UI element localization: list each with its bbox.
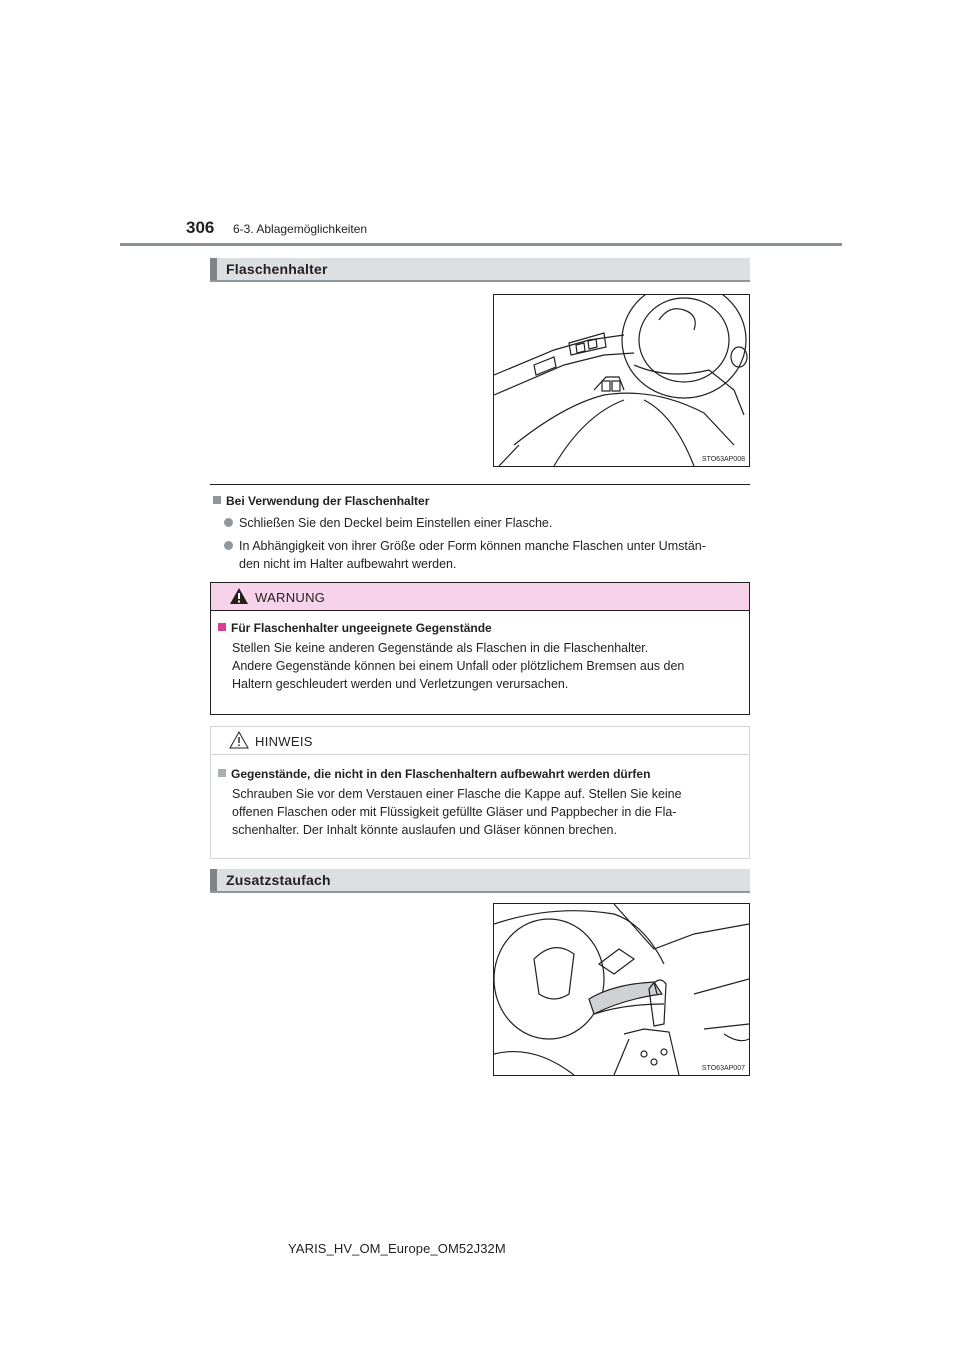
notice-box bbox=[210, 726, 750, 859]
warning-line: Haltern geschleudert werden und Verletzungen verursachen. bbox=[232, 677, 569, 691]
warning-body bbox=[211, 611, 749, 705]
warning-heading-text: Für Flaschenhalter ungeeignete Gegenstände bbox=[231, 621, 492, 635]
subheading-bottle-holder-use bbox=[213, 494, 429, 508]
bullet-item bbox=[224, 514, 750, 532]
bottle-holder-illustration bbox=[493, 294, 750, 467]
notice-paragraph bbox=[232, 785, 738, 839]
section-heading-text: Zusatzstaufach bbox=[226, 872, 331, 888]
notice-header bbox=[211, 727, 749, 755]
warning-title: WARNUNG bbox=[255, 590, 326, 605]
round-bullet-icon bbox=[224, 518, 233, 527]
caution-outline-triangle-icon bbox=[229, 731, 249, 749]
bottle-holder-line-drawing bbox=[494, 295, 749, 466]
bullet-text: Schließen Sie den Deckel beim Einstellen einer Flasche. bbox=[239, 516, 553, 530]
warning-heading bbox=[218, 621, 738, 635]
header-rule bbox=[120, 243, 842, 246]
section-label: 6-3. Ablagemöglichkeiten bbox=[233, 222, 368, 236]
square-bullet-icon bbox=[218, 623, 226, 631]
divider-rule bbox=[210, 484, 750, 485]
notice-heading-text: Gegenstände, die nicht in den Flaschenhaltern aufbewahrt werden dürfen bbox=[231, 767, 651, 781]
notice-line: schenhalter. Der Inhalt könnte auslaufen und Gläser können brechen. bbox=[232, 823, 617, 837]
page-number: 306 bbox=[186, 218, 215, 237]
notice-body bbox=[211, 755, 749, 851]
square-bullet-icon bbox=[213, 496, 221, 504]
warning-paragraph bbox=[232, 639, 738, 693]
warning-box bbox=[210, 582, 750, 715]
warning-header bbox=[211, 583, 749, 611]
section-heading-zusatzstaufach bbox=[210, 869, 750, 893]
warning-line: Stellen Sie keine anderen Gegenstände als Flaschen in die Flaschenhalter. bbox=[232, 641, 649, 655]
figure-caption: STO63AP008 bbox=[701, 456, 745, 463]
bullet-item bbox=[224, 537, 750, 573]
notice-line: offenen Flaschen oder mit Flüssigkeit gefüllte Gläser und Pappbecher in die Fla- bbox=[232, 805, 677, 819]
figure-caption: STO63AP007 bbox=[701, 1065, 745, 1072]
storage-compartment-line-drawing bbox=[494, 904, 749, 1075]
square-bullet-icon bbox=[218, 769, 226, 777]
notice-title: HINWEIS bbox=[255, 734, 313, 749]
warning-triangle-icon bbox=[229, 587, 249, 605]
round-bullet-icon bbox=[224, 541, 233, 550]
notice-line: Schrauben Sie vor dem Verstauen einer Flasche die Kappe auf. Stellen Sie keine bbox=[232, 787, 682, 801]
bullet-text-continued: den nicht im Halter aufbewahrt werden. bbox=[239, 557, 457, 571]
section-heading-flaschenhalter bbox=[210, 258, 750, 282]
warning-line: Andere Gegenstände können bei einem Unfall oder plötzlichem Bremsen aus den bbox=[232, 659, 685, 673]
bullet-text: In Abhängigkeit von ihrer Größe oder Form können manche Flaschen unter Umstän- bbox=[239, 539, 706, 553]
subheading-text: Bei Verwendung der Flaschenhalter bbox=[226, 494, 430, 508]
notice-heading bbox=[218, 767, 738, 781]
storage-compartment-illustration bbox=[493, 903, 750, 1076]
document-id-footer: YARIS_HV_OM_Europe_OM52J32M bbox=[288, 1241, 506, 1256]
section-heading-text: Flaschenhalter bbox=[226, 261, 328, 277]
